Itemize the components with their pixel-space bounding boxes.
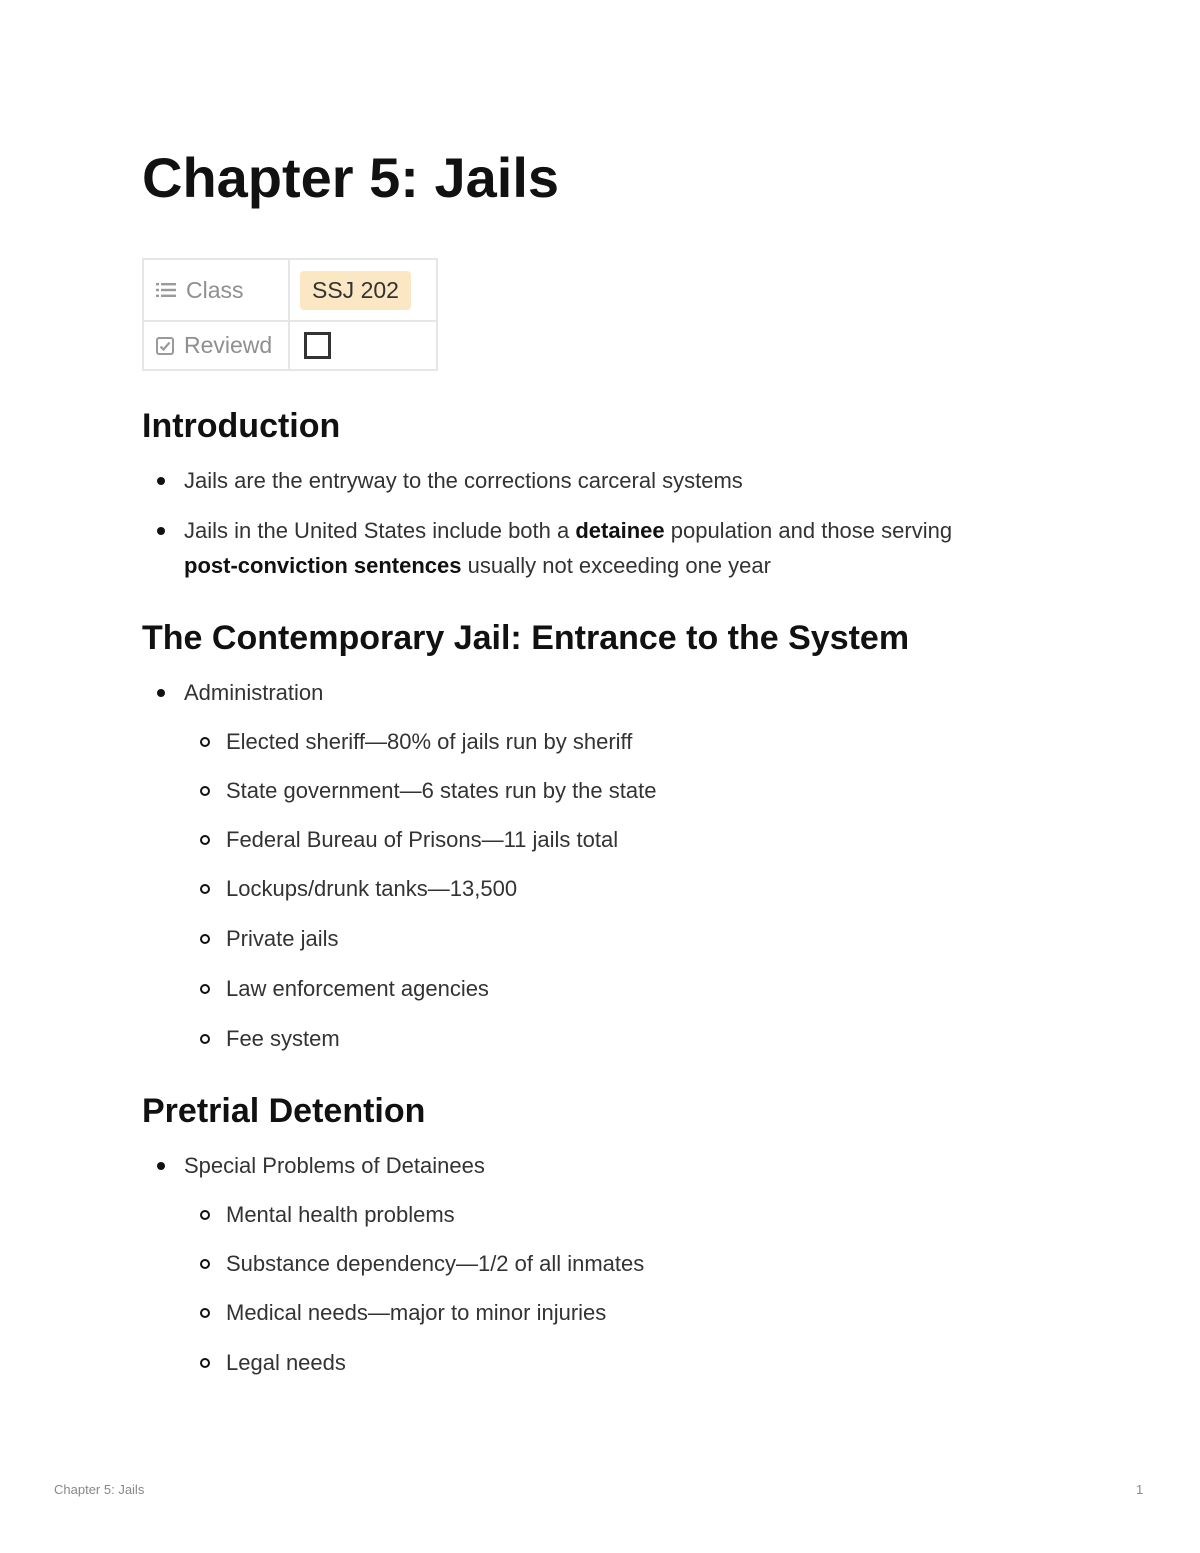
- checkbox-property-icon: [156, 337, 174, 355]
- property-label-reviewed: Reviewd: [184, 332, 273, 358]
- property-key-reviewed: [143, 321, 289, 370]
- contemporary-sublist: [226, 724, 656, 1056]
- pretrial-list: [184, 1148, 485, 1183]
- list-item: Mental health problems: [226, 1197, 644, 1232]
- heading-introduction: Introduction: [142, 407, 341, 445]
- list-item: Jails in the United States include both a detainee population and those serving post-conviction sentences usually not exceeding one year: [184, 513, 952, 583]
- list-item: Elected sheriff—80% of jails run by sheriff: [226, 724, 656, 759]
- list-item: Medical needs—major to minor injuries: [226, 1295, 644, 1330]
- page-number: 1: [1136, 1482, 1144, 1497]
- property-row-reviewed: [143, 321, 437, 370]
- heading-pretrial-detention: Pretrial Detention: [142, 1092, 426, 1130]
- list-item: Private jails: [226, 921, 656, 956]
- heading-contemporary-jail: The Contemporary Jail: Entrance to the System: [142, 619, 910, 657]
- property-label-class: Class: [186, 276, 244, 303]
- page-title: Chapter 5: Jails: [142, 146, 560, 209]
- list-item: Federal Bureau of Prisons—11 jails total: [226, 822, 656, 857]
- list-item: Jails are the entryway to the corrections carceral systems: [184, 463, 952, 498]
- property-key-class: [143, 259, 289, 321]
- list-item: Legal needs: [226, 1345, 644, 1380]
- list-item: Special Problems of Detainees: [184, 1148, 485, 1183]
- list-item: State government—6 states run by the state: [226, 773, 656, 808]
- list-item: Administration: [184, 675, 323, 710]
- class-tag[interactable]: SSJ 202: [300, 271, 411, 310]
- property-value-reviewed: [289, 321, 437, 370]
- footer-title: Chapter 5: Jails: [54, 1482, 145, 1497]
- list-icon: [156, 282, 176, 298]
- list-item: Substance dependency—1/2 of all inmates: [226, 1246, 644, 1281]
- properties-table: [142, 258, 438, 371]
- list-item: Law enforcement agencies: [226, 971, 656, 1006]
- reviewed-checkbox[interactable]: [304, 332, 331, 359]
- property-row-class: [143, 259, 437, 321]
- list-item: Lockups/drunk tanks—13,500: [226, 871, 656, 906]
- pretrial-sublist: [226, 1197, 644, 1380]
- intro-list: [184, 463, 952, 583]
- property-value-class: [289, 259, 437, 321]
- list-item: Fee system: [226, 1021, 656, 1056]
- contemporary-list: [184, 675, 323, 710]
